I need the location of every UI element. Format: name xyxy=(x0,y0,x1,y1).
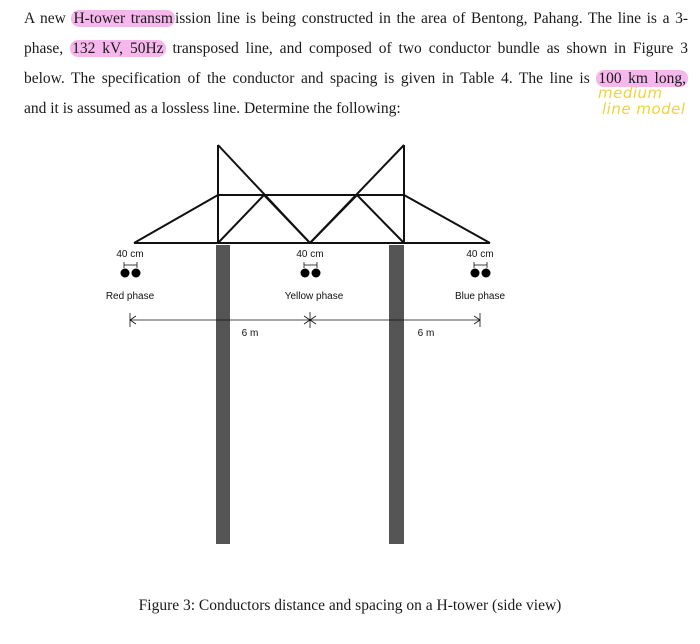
yellow-conductor-2 xyxy=(312,269,321,278)
handwritten-note-line2: line model xyxy=(602,100,686,118)
yellow-phase-label: Yellow phase xyxy=(284,291,344,302)
highlight-length: 100 km long, xyxy=(598,70,686,87)
paragraph-line-3: below. The specification of the conductor and spacing is given in Table 4. The line is 100 km long, xyxy=(24,70,686,87)
blue-spacing-label: 40 cm xyxy=(466,249,494,260)
blue-conductor-2 xyxy=(482,269,491,278)
paragraph-line-4: and it is assumed as a lossless line. Determine the following: xyxy=(24,100,401,117)
tower-crossarm xyxy=(134,145,490,243)
right-pole xyxy=(389,245,404,544)
conductor-bundles xyxy=(121,269,491,278)
distance-label-right: 6 m xyxy=(417,328,435,339)
highlight-h-tower: H-tower transm xyxy=(73,10,173,27)
yellow-conductor-1 xyxy=(301,269,310,278)
distance-label-left: 6 m xyxy=(241,328,259,339)
red-spacing-label: 40 cm xyxy=(116,249,144,260)
dimension-line xyxy=(130,312,480,328)
paragraph-line-2: phase, 132 kV, 50Hz transposed line, and composed of two conductor bundle as shown in Figure 3 xyxy=(24,40,688,57)
red-conductor-2 xyxy=(132,269,141,278)
blue-phase-label: Blue phase xyxy=(454,291,506,302)
left-pole xyxy=(216,245,230,544)
spacing-arrows xyxy=(124,262,487,268)
yellow-spacing-label: 40 cm xyxy=(296,249,324,260)
paragraph-line-1: A new H-tower transm ission line is being constructed in the area of Bentong, Pahang. The line is a 3- xyxy=(24,10,688,27)
blue-conductor-1 xyxy=(471,269,480,278)
handwritten-note-line1: medium xyxy=(598,84,663,102)
red-conductor-1 xyxy=(121,269,130,278)
red-phase-label: Red phase xyxy=(105,291,155,302)
figure-caption: Figure 3: Conductors distance and spacing on a H-tower (side view) xyxy=(138,597,562,614)
highlight-voltage-frequency: 132 kV, 50Hz xyxy=(72,40,164,57)
